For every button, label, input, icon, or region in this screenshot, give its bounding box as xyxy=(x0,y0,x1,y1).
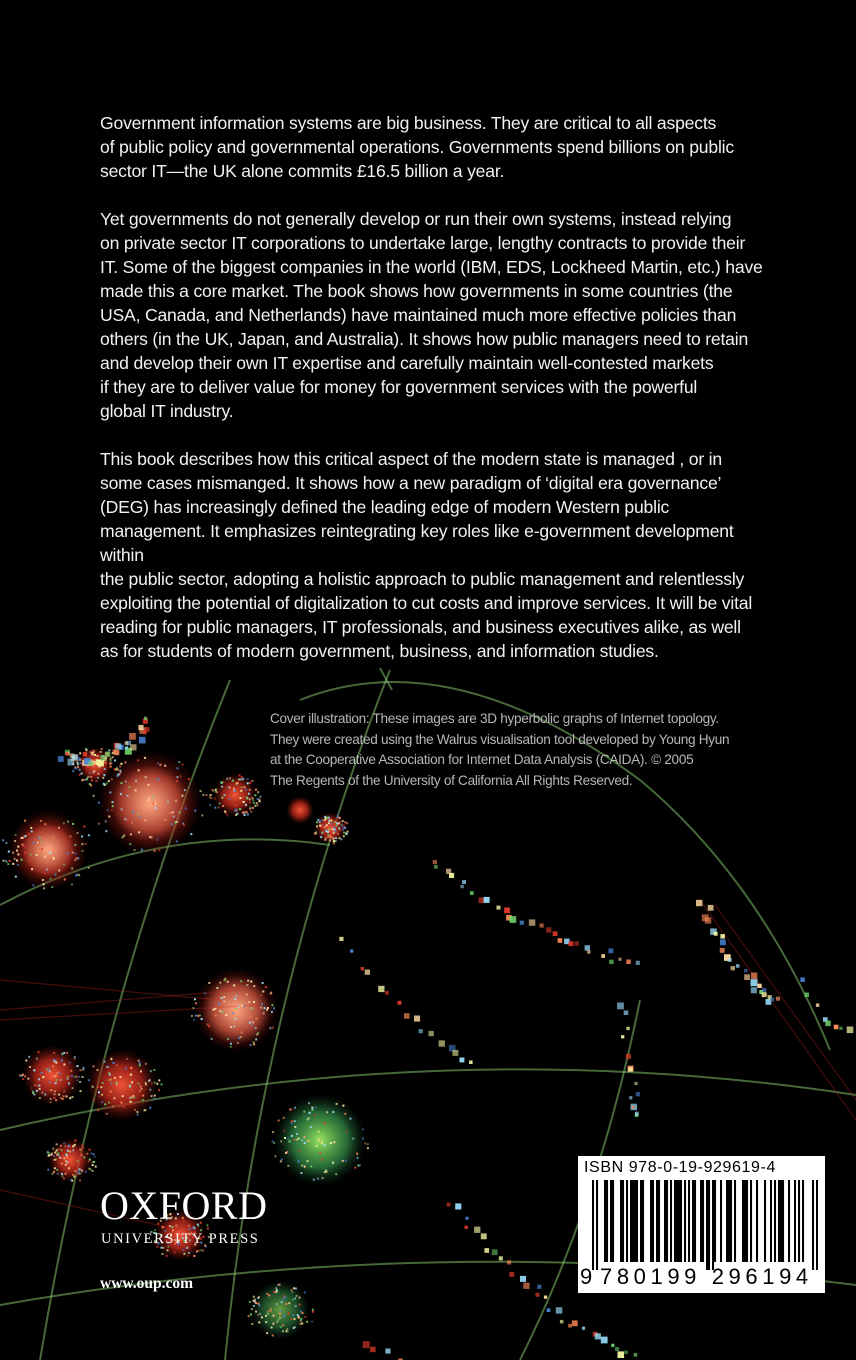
publisher-url: www.oup.com xyxy=(100,1275,194,1292)
blurb-paragraph-1: Government information systems are big business. They are critical to all aspects of public policy and governmental operations. Governments spend billions on public sector IT—the UK alone commits £16.5 billion a year. xyxy=(100,113,734,181)
barcode-first-digit: 9 xyxy=(580,1264,593,1289)
isbn-barcode xyxy=(578,1156,825,1293)
cover-illustration-credit: Cover illustration: These images are 3D hyperbolic graphs of Internet topology. They were created using the Walrus visualisation tool developed by Young Hyun at the Cooperative Association for Internet Data Analysis (CAIDA). © 2005 The Regents of the University of California All Rights Reserved. xyxy=(270,711,730,788)
publisher-subname: UNIVERSITY PRESS xyxy=(101,1231,260,1247)
publisher-name: OXFORD xyxy=(100,1183,268,1228)
barcode-bars xyxy=(592,1180,818,1270)
blurb-paragraph-2: Yet governments do not generally develop or run their own systems, instead relying on private sector IT corporations to undertake large, lengthy contracts to provide their IT. Some of the biggest companies in the world (IBM, EDS, Lockheed Martin, etc.) have made this a core market. The book shows how governments in some countries (the USA, Canada, and Netherlands) have maintained much more effective policies than others (in the UK, Japan, and Australia). It shows how public managers need to retain and develop their own IT expertise and carefully maintain well-contested markets if they are to deliver value for money for government services with the powerful global IT industry. xyxy=(100,209,763,421)
isbn-label: ISBN 978-0-19-929619-4 xyxy=(584,1159,776,1176)
blurb-paragraph-3: This book describes how this critical aspect of the modern state is managed , or in some cases mismanged. It shows how a new paradigm of ‘digital era governance’ (DEG) has increasingly defined the leading edge of modern Western public management. It emphasizes reintegrating key roles like e-government development within the public sector, adopting a holistic approach to public management and relentlessly exploiting the potential of digitalization to cut costs and improve services. It will be vital reading for public managers, IT professionals, and business executives alike, as well as for students of modern government, business, and information studies. xyxy=(100,449,753,661)
barcode-digits: 780199 296194 xyxy=(600,1264,813,1289)
